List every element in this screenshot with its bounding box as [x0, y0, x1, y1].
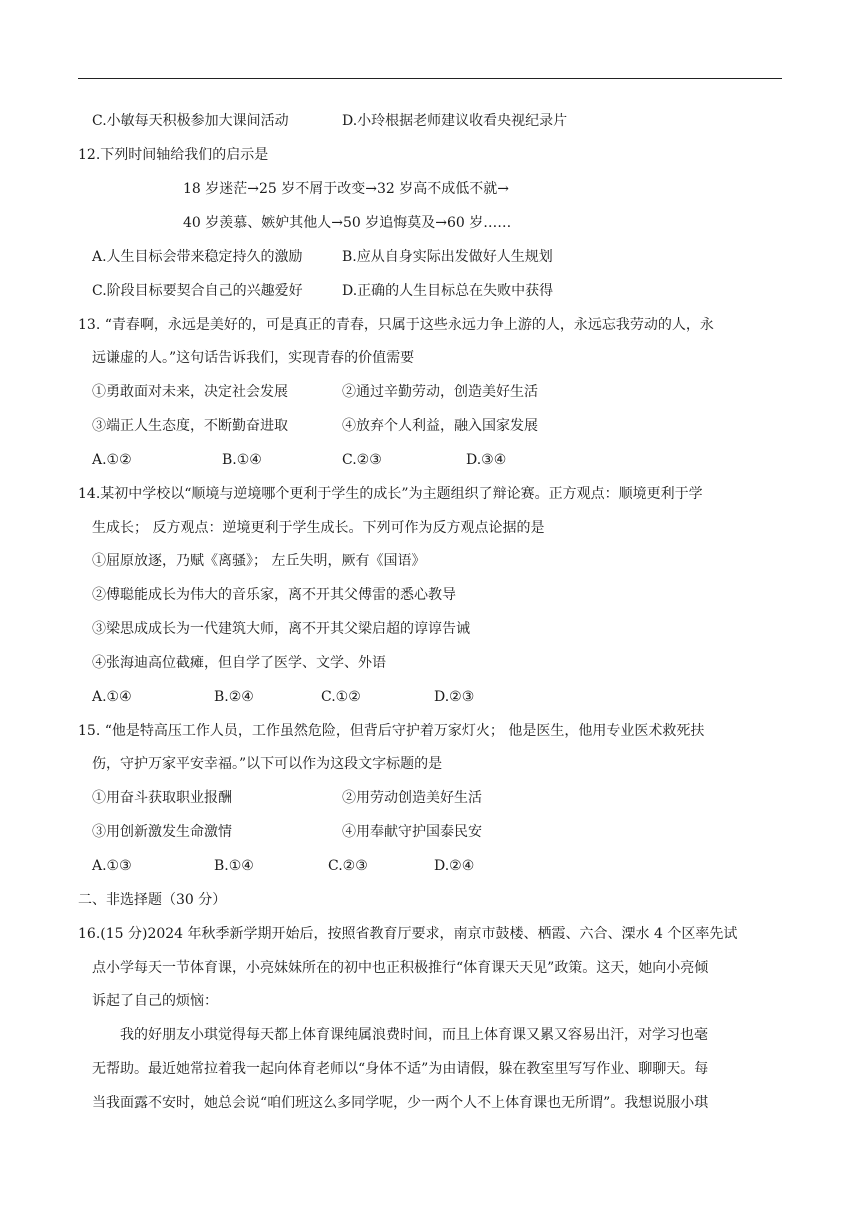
q14-item-3: ③梁思成成长为一代建筑大师，离不开其父梁启超的谆谆告诫: [92, 621, 470, 637]
q15-stem-line-2: 伤，守护万家平安幸福。”以下可以作为这段文字标题的是: [92, 756, 443, 772]
q11-option-c: C.小敏每天积极参加大课间活动: [92, 113, 289, 129]
q15-item-2: ②用劳动创造美好生活: [342, 790, 482, 806]
q13-stem-line-1: 13. “青春啊，永远是美好的，可是真正的青春，只属于这些永远力争上游的人，永远忘我劳动的人，永: [78, 317, 714, 333]
q14-option-b: B.②④: [214, 689, 254, 705]
q12-option-c: C.阶段目标要契合自己的兴趣爱好: [92, 283, 303, 299]
q13-option-a: A.①②: [92, 452, 132, 468]
q16-stem-line-2: 点小学每天一节体育课，小亮妹妹所在的初中也正积极推行“体育课天天见”政策。这天，她向小亮倾: [92, 960, 709, 976]
q15-option-d: D.②④: [434, 858, 475, 874]
q15-item-3: ③用创新激发生命激情: [92, 824, 232, 840]
q14-option-c: C.①②: [321, 689, 361, 705]
q12-stem: 12.下列时间轴给我们的启示是: [78, 147, 269, 163]
section-2-heading: 二、非选择题（30 分）: [78, 892, 227, 908]
q14-item-4: ④张海迪高位截瘫，但自学了医学、文学、外语: [92, 655, 386, 671]
q12-timeline-line-1: 18 岁迷茫→25 岁不屑于改变→32 岁高不成低不就→: [183, 181, 509, 197]
q14-option-a: A.①④: [92, 689, 132, 705]
q16-stem-line-3: 诉起了自己的烦恼：: [92, 993, 218, 1009]
q12-option-d: D.正确的人生目标总在失败中获得: [342, 283, 554, 299]
q14-stem-line-2: 生成长； 反方观点：逆境更利于学生成长。下列可作为反方观点论据的是: [92, 520, 545, 536]
q13-item-4: ④放弃个人利益，融入国家发展: [342, 418, 538, 434]
q15-option-a: A.①③: [92, 858, 132, 874]
q15-item-1: ①用奋斗获取职业报酬: [92, 790, 232, 806]
q13-item-3: ③端正人生态度，不断勤奋进取: [92, 418, 288, 434]
q15-option-c: C.②③: [328, 858, 368, 874]
header-rule: [78, 78, 782, 79]
q14-item-1: ①屈原放逐，乃赋《离骚》； 左丘失明，厥有《国语》: [92, 553, 426, 569]
q13-option-d: D.③④: [466, 452, 507, 468]
q12-option-b: B.应从自身实际出发做好人生规划: [342, 249, 553, 265]
q15-item-4: ④用奉献守护国泰民安: [342, 824, 482, 840]
q13-item-1: ①勇敢面对未来，决定社会发展: [92, 384, 288, 400]
q16-stem-line-1: 16.(15 分)2024 年秋季新学期开始后，按照省教育厅要求，南京市鼓楼、栖霞、六合、溧水 4 个区率先试: [78, 926, 738, 942]
q13-stem-line-2: 远谦虚的人。”这句话告诉我们，实现青春的价值需要: [92, 350, 415, 366]
q11-option-d: D.小玲根据老师建议收看央视纪录片: [342, 113, 568, 129]
q14-stem-line-1: 14.某初中学校以“顺境与逆境哪个更利于学生的成长”为主题组织了辩论赛。正方观点：顺境更利于学: [78, 486, 703, 502]
q14-option-d: D.②③: [434, 689, 475, 705]
q13-option-c: C.②③: [342, 452, 382, 468]
q13-option-b: B.①④: [222, 452, 262, 468]
q13-item-2: ②通过辛勤劳动，创造美好生活: [342, 384, 538, 400]
q14-item-2: ②傅聪能成长为伟大的音乐家，离不开其父傅雷的悉心教导: [92, 587, 456, 603]
q15-option-b: B.①④: [214, 858, 254, 874]
q12-timeline-line-2: 40 岁羡慕、嫉妒其他人→50 岁追悔莫及→60 岁……: [183, 215, 512, 231]
q15-stem-line-1: 15. “他是特高压工作人员，工作虽然危险，但背后守护着万家灯火； 他是医生，他用专业医术救死扶: [78, 723, 705, 739]
q16-material-line-1: 我的好朋友小琪觉得每天都上体育课纯属浪费时间，而且上体育课又累又容易出汗，对学习也毫: [120, 1027, 708, 1043]
q12-option-a: A.人生目标会带来稳定持久的激励: [92, 249, 303, 265]
q16-material-line-2: 无帮助。最近她常拉着我一起向体育老师以“身体不适”为由请假，躲在教室里写写作业、聊聊天。每: [92, 1061, 709, 1077]
q16-material-line-3: 当我面露不安时，她总会说“咱们班这么多同学呢，少一两个人不上体育课也无所谓”。我想说服小琪: [92, 1095, 709, 1111]
